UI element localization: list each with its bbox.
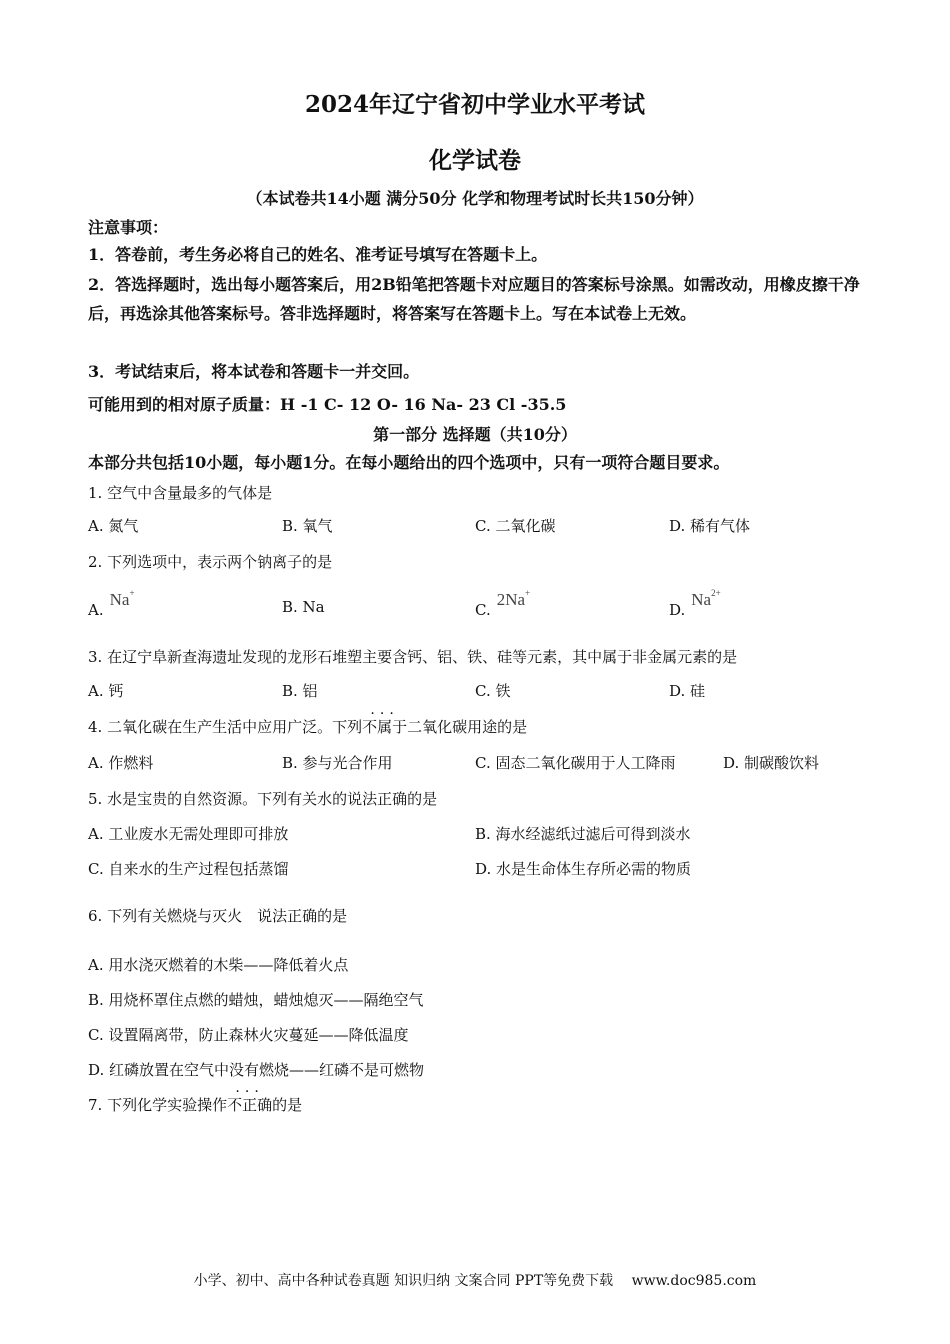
q6-stem: 6. 下列有关燃烧与灭火 说法正确的是 (88, 907, 348, 925)
notice-heading: 注意事项： (88, 218, 169, 237)
q5-option-a: A. 工业废水无需处理即可排放 (88, 825, 289, 843)
q6-option-c: C. 设置隔离带，防止森林火灾蔓延——降低温度 (88, 1026, 409, 1044)
q3-option-a: A. 钙 (88, 682, 124, 700)
exam-subtitle: 化学试卷 (429, 147, 521, 174)
exam-title: 2024年辽宁省初中学业水平考试 (304, 91, 645, 118)
q2-d-charge: 2+ (711, 588, 721, 598)
page-footer: 小学、初中、高中各种试卷真题 知识归纳 文案合同 PPT等免费下载 www.doc985.com (193, 1273, 757, 1289)
q3-option-c: C. 铁 (475, 682, 511, 700)
q2-option-a-label: A. (88, 601, 104, 619)
q5-option-b: B. 海水经滤纸过滤后可得到淡水 (475, 825, 691, 843)
q7-stem (88, 1094, 302, 1115)
q7-stem-pre: 7. 下列化学实验操作 (88, 1096, 228, 1114)
q1-option-d: D. 稀有气体 (669, 517, 751, 535)
notice-item-1: 1．答卷前，考生务必将自己的姓名、准考证号填写在答题卡上。 (88, 245, 548, 264)
q4-stem-post: 二氧化碳用途的是 (407, 718, 528, 736)
q4-stem-pre: 4. 二氧化碳在生产生活中应用广泛。下列 (88, 718, 363, 736)
q2-d-symbol: Na (691, 590, 712, 609)
q1-option-b: B. 氧气 (282, 517, 333, 535)
q4-stem-emphasis: 不属于 ··· (362, 718, 407, 736)
q5-option-c: C. 自来水的生产过程包括蒸馏 (88, 860, 289, 878)
q5-stem: 5. 水是宝贵的自然资源。下列有关水的说法正确的是 (88, 790, 438, 808)
q2-option-c (475, 588, 531, 620)
exam-info: （本试卷共14小题 满分50分 化学和物理考试时长共150分钟） (246, 189, 704, 208)
q2-option-a (88, 588, 135, 620)
q4-stem (88, 716, 527, 737)
q2-c-charge: + (525, 588, 531, 598)
q6-option-d: D. 红磷放置在空气中没有燃烧——红磷不是可燃物 (88, 1061, 425, 1079)
atomic-masses: 可能用到的相对原子质量：H -1 C- 12 O- 16 Na- 23 Cl -35.5 (88, 395, 567, 414)
q5-option-d: D. 水是生命体生存所必需的物质 (475, 860, 692, 878)
q2-c-symbol: 2Na (496, 590, 526, 609)
q2-option-c-formula (497, 590, 530, 609)
q2-option-a-formula (110, 590, 135, 609)
q2-option-b: B. Na (282, 598, 325, 616)
q4-option-d: D. 制碳酸饮料 (723, 754, 820, 772)
q2-option-c-label: C. (475, 601, 491, 619)
q7-stem-emphasis: 不正确 ··· (227, 1096, 272, 1114)
q6-option-b: B. 用烧杯罩住点燃的蜡烛，蜡烛熄灭——隔绝空气 (88, 991, 424, 1009)
q4-option-b: B. 参与光合作用 (282, 754, 393, 772)
q7-stem-post: 的是 (272, 1096, 303, 1114)
q2-option-d-label: D. (669, 601, 686, 619)
q6-option-a: A. 用水浇灭燃着的木柴——降低着火点 (88, 956, 349, 974)
q3-option-d: D. 硅 (669, 682, 706, 700)
notice-item-2: 2．答选择题时，选出每小题答案后，用2B铅笔把答题卡对应题目的答案标号涂黑。如需改动，用橡皮擦干净后，再选涂其他答案标号。答非选择题时，将答案写在答题卡上。写在本试卷上无效。 (88, 275, 860, 323)
q4-option-c: C. 固态二氧化碳用于人工降雨 (475, 754, 676, 772)
q4-option-a: A. 作燃料 (88, 754, 154, 772)
section1-title: 第一部分 选择题（共10分） (373, 425, 577, 444)
q2-option-d-formula (691, 590, 720, 609)
q1-option-c: C. 二氧化碳 (475, 517, 556, 535)
section1-instruction: 本部分共包括10小题，每小题1分。在每小题给出的四个选项中，只有一项符合题目要求。 (88, 453, 730, 472)
q1-stem: 1. 空气中含量最多的气体是 (88, 484, 273, 502)
notice-item-3: 3．考试结束后，将本试卷和答题卡一并交回。 (88, 362, 420, 381)
q3-stem: 3. 在辽宁阜新查海遗址发现的龙形石堆塑主要含钙、铝、铁、硅等元素，其中属于非金属元素的是 (88, 648, 738, 666)
q3-option-b: B. 铝 (282, 682, 318, 700)
q1-option-a: A. 氮气 (88, 517, 139, 535)
q2-stem: 2. 下列选项中，表示两个钠离子的是 (88, 553, 333, 571)
q2-option-d (669, 588, 721, 620)
q2-a-charge: + (129, 588, 135, 598)
q2-a-symbol: Na (109, 590, 130, 609)
